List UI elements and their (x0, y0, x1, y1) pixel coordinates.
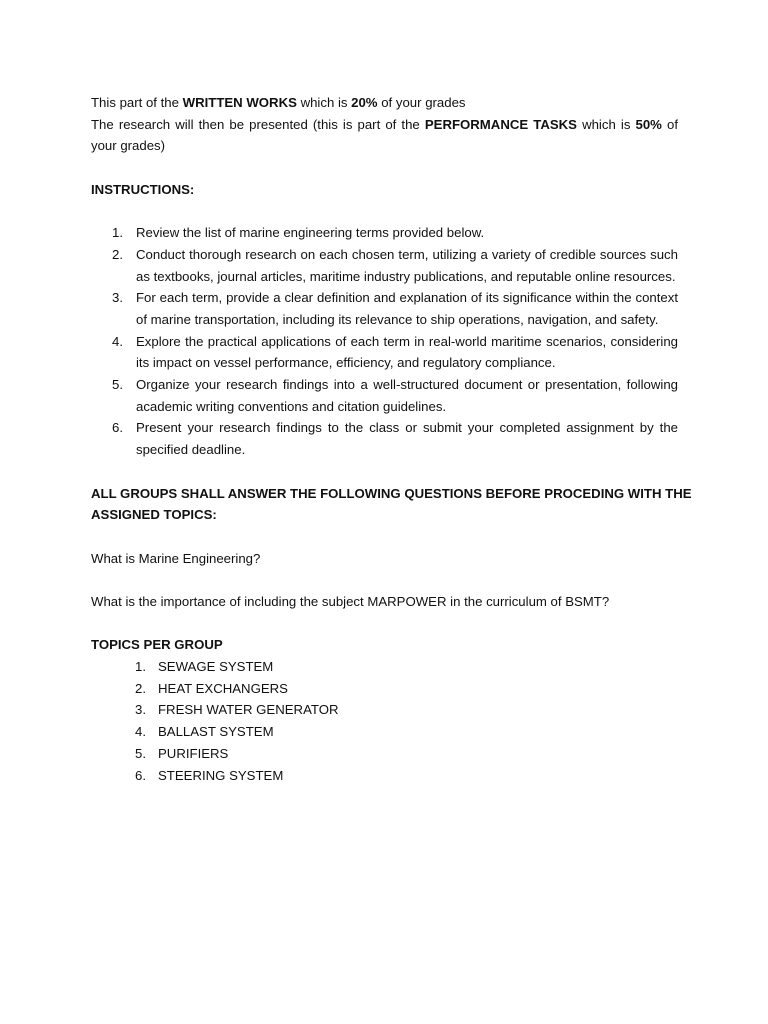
instruction-number: 6. (112, 420, 123, 436)
instruction-item (91, 287, 678, 330)
intro-line-performance-tasks (91, 114, 678, 157)
intro-text: of your grades) (91, 116, 679, 154)
written-works-percent: 20% (351, 95, 378, 110)
instruction-number: 1. (112, 225, 123, 241)
topics-heading (91, 634, 678, 656)
question-marpower: What is the importance of including the subject MARPOWER in the curriculum of BSMT? (91, 594, 610, 610)
topic-number: 3. (135, 702, 146, 718)
topic-text: STEERING SYSTEM (158, 767, 284, 783)
spacer (91, 526, 678, 548)
document-body (91, 92, 692, 786)
topic-text: FRESH WATER GENERATOR (158, 702, 339, 718)
intro-text: This part of the (91, 95, 183, 110)
spacer (91, 461, 678, 483)
intro-text: The research will then be presented (this is part of the (91, 116, 425, 132)
topic-text: SEWAGE SYSTEM (158, 659, 274, 675)
instruction-text: Review the list of marine engineering terms provided below. (136, 225, 485, 241)
intro-text: of your grades (377, 95, 466, 110)
topic-text: PURIFIERS (158, 745, 229, 761)
instruction-item (91, 417, 678, 460)
topic-number: 1. (135, 659, 146, 675)
topic-number: 4. (135, 724, 146, 740)
spacer (91, 200, 678, 222)
intro-text: which is (576, 116, 636, 132)
instruction-text: For each term, provide a clear definition and explanation of its significance within the context of marine transportation, including its relevance to ship operations, navigation, and safety. (136, 290, 678, 327)
question-marine-engineering: What is Marine Engineering? (91, 550, 261, 566)
topic-item (91, 699, 678, 721)
instruction-item (91, 222, 678, 244)
instruction-text: Organize your research findings into a well-structured document or presentation, following academic writing conventions and citation guidelines. (136, 377, 678, 414)
topic-item (91, 721, 678, 743)
written-works-label: WRITTEN WORKS (182, 95, 297, 110)
spacer (91, 157, 678, 179)
topic-item (91, 765, 678, 787)
all-groups-heading-text: ALL GROUPS SHALL ANSWER THE FOLLOWING QUESTIONS BEFORE PROCEDING WITH THE (91, 485, 692, 501)
instruction-number: 5. (112, 377, 123, 393)
instruction-number: 4. (112, 333, 123, 349)
all-groups-heading-text: ASSIGNED TOPICS: (91, 507, 217, 523)
intro-line-written-works (91, 92, 678, 114)
topic-number: 6. (135, 767, 146, 783)
instruction-item (91, 244, 678, 287)
instruction-item (91, 331, 678, 374)
instructions-list (91, 222, 678, 461)
spacer (91, 569, 678, 591)
performance-tasks-percent: 50% (635, 116, 662, 132)
topic-item (91, 678, 678, 700)
topic-item (91, 656, 678, 678)
instruction-number: 3. (112, 290, 123, 306)
all-groups-heading-line2 (91, 504, 678, 526)
instructions-heading-text: INSTRUCTIONS: (91, 181, 195, 197)
topics-list (91, 656, 678, 786)
topic-number: 2. (135, 680, 146, 696)
all-groups-heading-line1 (91, 483, 692, 505)
instructions-heading (91, 179, 678, 201)
spacer (91, 613, 678, 635)
topic-text: BALLAST SYSTEM (158, 724, 274, 740)
instruction-text: Present your research findings to the class or submit your completed assignment by the specified deadline. (136, 420, 678, 458)
topics-heading-text: TOPICS PER GROUP (91, 637, 223, 653)
topic-text: HEAT EXCHANGERS (158, 680, 288, 696)
topic-item (91, 743, 678, 765)
intro-text: which is (296, 95, 352, 110)
performance-tasks-label: PERFORMANCE TASKS (424, 116, 577, 132)
instruction-text: Explore the practical applications of each term in real-world maritime scenarios, considering its impact on vessel performance, efficiency, and regulatory compliance. (136, 333, 678, 371)
instruction-number: 2. (112, 246, 123, 262)
topic-number: 5. (135, 745, 146, 761)
instruction-item (91, 374, 678, 417)
instruction-text: Conduct thorough research on each chosen term, utilizing a variety of credible sources such as textbooks, journal articles, maritime industry publications, and reputable online resources. (136, 246, 678, 284)
